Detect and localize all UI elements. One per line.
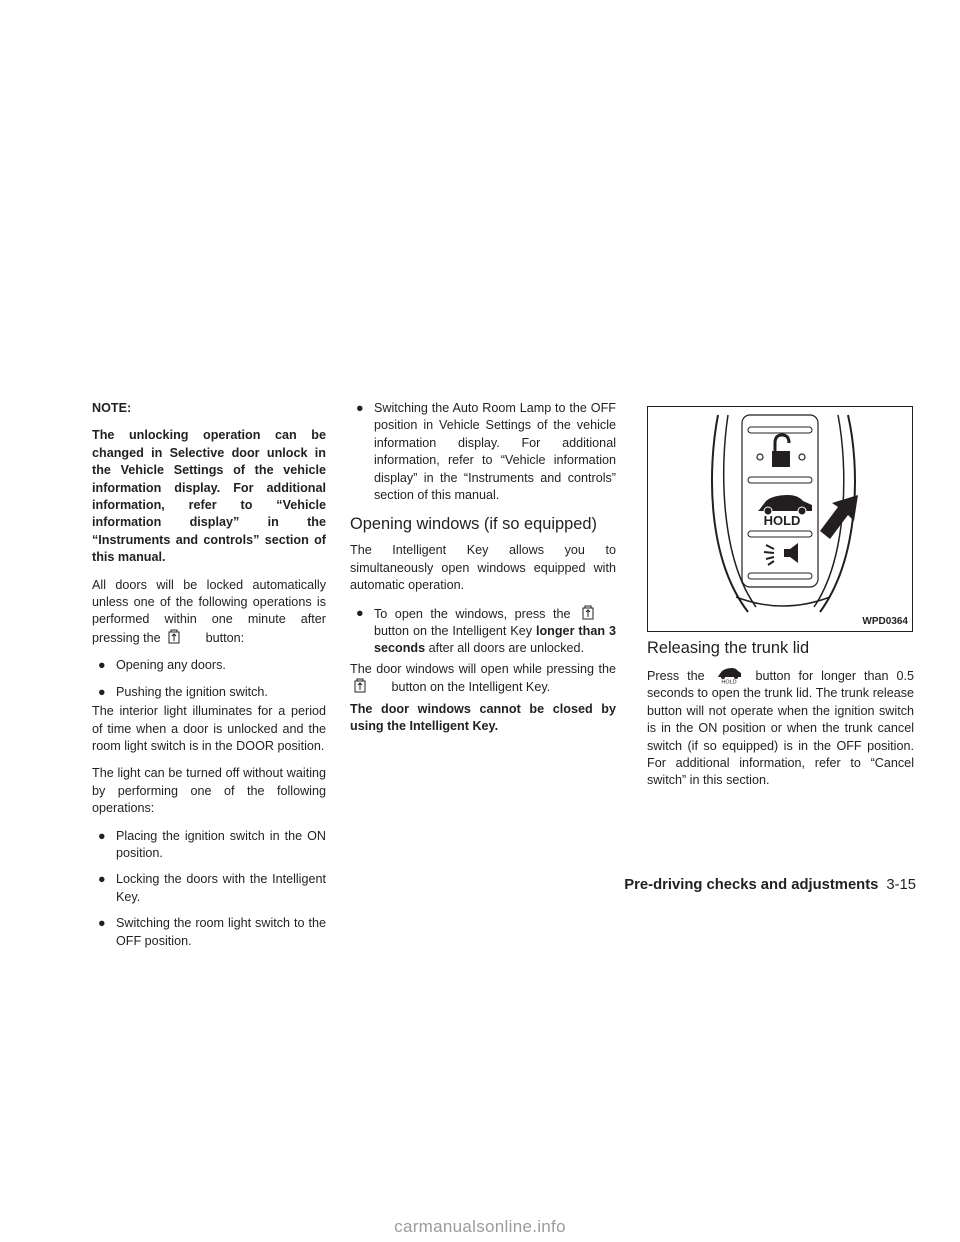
column-left xyxy=(92,400,326,959)
bullet-dot: ● xyxy=(98,872,106,887)
lock-icon xyxy=(757,435,805,467)
list-item-text: button on the Intelligent Key xyxy=(374,624,533,639)
bullet-dot: ● xyxy=(98,828,106,843)
list-item-text: Switching the Auto Room Lamp to the OFF position in Vehicle Settings of the vehicle information display. For additional information, refer to “Vehicle information display” in the “Instruments and controls” section of this manual. xyxy=(374,401,616,503)
list-item-bold: longer than 3 seconds xyxy=(374,624,616,656)
list-item-text: Placing the ignition switch in the ON position. xyxy=(116,828,326,860)
list-item xyxy=(350,400,616,504)
bullet-dot: ● xyxy=(98,916,106,931)
trunk-icon-label: HOLD xyxy=(720,679,737,684)
page-number: 3-15 xyxy=(886,877,916,893)
car-icon xyxy=(758,495,812,515)
section-heading-trunk: Releasing the trunk lid xyxy=(647,639,810,657)
bullet-dot: ● xyxy=(98,684,106,699)
list-item-text: after all doors are unlocked. xyxy=(428,641,585,656)
light-off-paragraph: The light can be turned off without waiting by performing one of the following operations: xyxy=(92,766,326,816)
auto-lock-text: All doors will be locked automatically unless one of the following operations is performed within one minute after pressing the xyxy=(92,577,326,645)
list-item xyxy=(92,915,326,950)
bullet-dot: ● xyxy=(356,605,364,620)
list-item xyxy=(350,605,616,658)
windows-open-text-end: button on the Intelligent Key. xyxy=(391,680,551,695)
note-heading: NOTE: xyxy=(92,401,132,415)
arrow-icon xyxy=(820,495,858,539)
section-heading-windows: Opening windows (if so equipped) xyxy=(350,515,597,534)
windows-open-text: The door windows will open while pressing the xyxy=(350,661,616,676)
list-item xyxy=(92,828,326,863)
list-item xyxy=(92,684,326,701)
list-item-text: To open the windows, press the xyxy=(374,606,571,621)
watermark: carmanualsonline.info xyxy=(394,1217,566,1236)
panic-icon xyxy=(764,543,798,565)
trunk-paragraph xyxy=(647,666,914,790)
list-item-text: Locking the doors with the Intelligent Key. xyxy=(116,872,326,904)
list-item xyxy=(92,871,326,906)
auto-lock-paragraph xyxy=(92,577,326,648)
intelligent-key-illustration xyxy=(648,407,912,631)
list-item-text: Pushing the ignition switch. xyxy=(116,684,268,699)
windows-cannot-close: The door windows cannot be closed by using the Intelligent Key. xyxy=(350,701,616,734)
note-body: The unlocking operation can be changed in Selective door unlock in the Vehicle Settings of the vehicle information display. For additional information, refer to “Vehicle information display” in the “Instruments and controls” section of this manual. xyxy=(92,428,326,565)
figure-code: WPD0364 xyxy=(862,615,908,627)
column-right xyxy=(647,636,914,800)
auto-lock-text-end: button: xyxy=(205,630,245,645)
list-item-text: Switching the room light switch to the OFF position. xyxy=(116,916,326,948)
figure-hold-label: HOLD xyxy=(763,513,801,528)
key-window-icon xyxy=(168,629,180,644)
column-middle xyxy=(350,400,616,746)
windows-open-paragraph xyxy=(350,661,616,697)
list-item xyxy=(92,657,326,674)
key-window-icon xyxy=(582,605,594,620)
bullet-dot: ● xyxy=(356,401,364,415)
windows-paragraph: The Intelligent Key allows you to simultaneously open windows equipped with automatic operation. xyxy=(350,543,616,593)
trunk-hold-icon xyxy=(716,666,742,684)
trunk-text-end: button for longer than 0.5 seconds to open the trunk lid. The trunk release button will not operate when the ignition switch is in the ON position or when the trunk cancel switch (if so equipped) is in the OFF position. For additional information, refer to “Cancel switch” in this section. xyxy=(647,669,914,788)
list-item-text: Opening any doors. xyxy=(116,658,226,673)
footer-section-title: Pre-driving checks and adjustments xyxy=(624,877,879,893)
trunk-text: Press the xyxy=(647,669,705,683)
page-footer xyxy=(596,877,916,894)
intelligent-key-figure xyxy=(647,406,913,632)
interior-light-paragraph: The interior light illuminates for a period of time when a door is unlocked and the room light switch is in the DOOR position. xyxy=(92,704,326,753)
key-window-icon xyxy=(354,678,366,693)
bullet-dot: ● xyxy=(98,658,106,673)
